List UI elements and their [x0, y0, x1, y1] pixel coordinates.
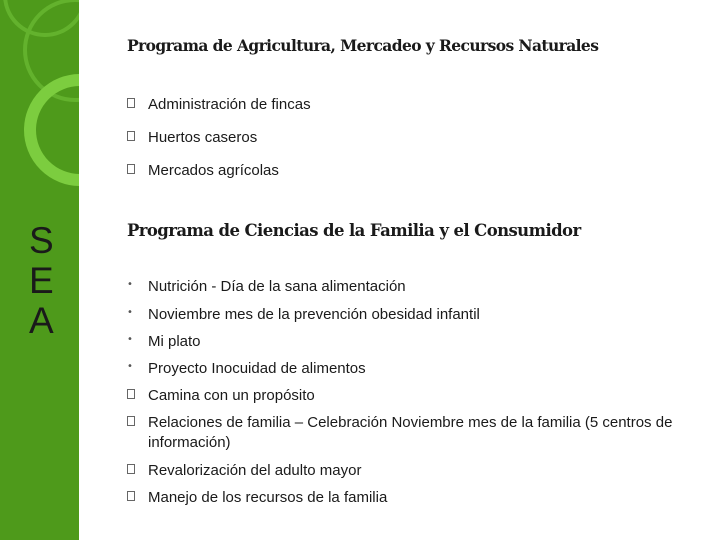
list-item-text: Relaciones de familia – Celebración Noviembre mes de la familia (5 centros de información): [148, 414, 673, 451]
section-title-agriculture: Programa de Agricultura, Mercadeo y Recursos Naturales: [127, 36, 599, 55]
list-item-text: Nutrición - Día de la sana alimentación: [148, 278, 406, 295]
list-item-text: Camina con un propósito: [148, 387, 315, 404]
checkbox-bullet-icon: [127, 389, 135, 399]
checkbox-bullet-icon: [127, 98, 135, 108]
checkbox-bullet-icon: [127, 416, 135, 426]
bullet-icon: •: [127, 279, 133, 290]
side-letter: A: [29, 300, 54, 341]
section-title-family: Programa de Ciencias de la Familia y el Consumidor: [127, 221, 581, 240]
checkbox-bullet-icon: [127, 131, 135, 141]
list-item-text: Proyecto Inocuidad de alimentos: [148, 360, 366, 377]
list-item-text: Administración de fincas: [148, 96, 311, 113]
side-acronym: [29, 221, 69, 341]
list-item-text: Manejo de los recursos de la familia: [148, 489, 388, 506]
list-item-text: Mi plato: [148, 333, 201, 350]
decorative-sidebar: [0, 0, 79, 540]
list-item-text: Mercados agrícolas: [148, 162, 279, 179]
bullet-icon: •: [127, 361, 133, 372]
side-letter: S: [29, 220, 54, 261]
bullet-icon: •: [127, 307, 133, 318]
checkbox-bullet-icon: [127, 491, 135, 501]
checkbox-bullet-icon: [127, 164, 135, 174]
decorative-circle: [5, 0, 79, 35]
checkbox-bullet-icon: [127, 464, 135, 474]
list-item-text: Noviembre mes de la prevención obesidad infantil: [148, 306, 480, 323]
side-letter: E: [29, 260, 54, 301]
bullet-icon: •: [127, 334, 133, 345]
list-item-text: Revalorización del adulto mayor: [148, 462, 362, 479]
list-item-text: Huertos caseros: [148, 129, 258, 146]
